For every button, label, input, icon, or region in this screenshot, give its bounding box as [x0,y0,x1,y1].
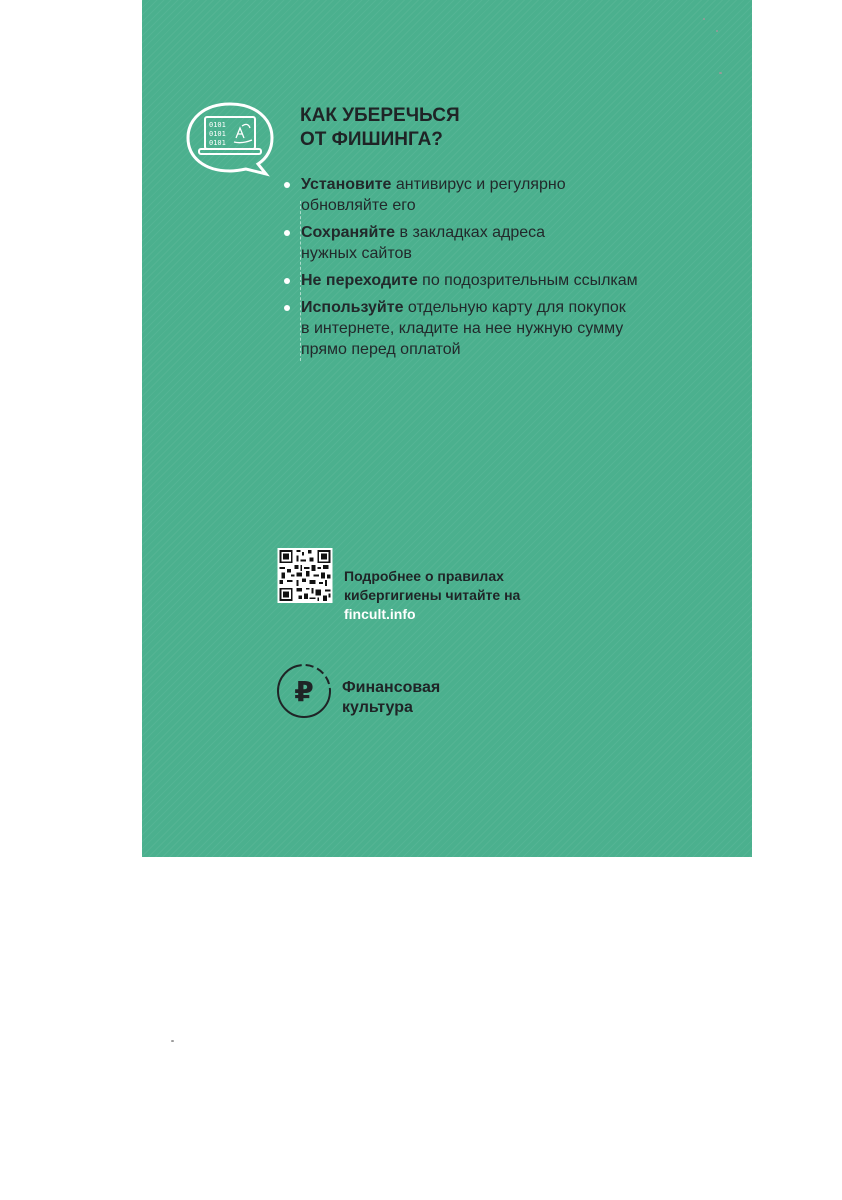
scan-speck [703,18,705,20]
binary-line-3: 0101 [209,139,226,147]
scan-speck [719,72,722,74]
binary-line-1: 0101 [209,121,226,129]
laptop-chat-bubble-icon [182,98,278,180]
tip-item-links [284,270,724,291]
tip-text-line2: нужных сайтов [301,245,412,262]
bullet-dot [284,305,290,311]
heading-line-1: КАК УБЕРЕЧЬСЯ [300,105,460,126]
phishing-leaflet-card [142,0,752,857]
tip-text-line2: обновляйте его [301,197,416,214]
tip-bold: Установите [301,176,392,193]
tip-text: в закладках адреса [395,224,546,241]
bullet-dot [284,182,290,188]
tip-bold: Не переходите [301,272,418,289]
tip-text: по подозрительным ссылкам [417,272,638,289]
bullet-dot [284,230,290,236]
brand-name [342,678,440,718]
tip-text: отдельную карту для покупок [403,299,626,316]
brand-line-1: Финансовая [342,679,441,696]
tip-text: антивирус и регулярно [391,176,566,193]
leaflet-heading [300,104,460,152]
more-info-line-1: Подробнее о правилах [344,568,504,584]
binary-line-2: 0101 [209,130,226,138]
more-info-text [344,567,520,624]
tips-list [284,174,724,366]
ruble-logo-icon [275,662,333,720]
more-info-line-2: кибергигиены читайте на [344,587,521,603]
fincult-link[interactable]: fincult.info [344,606,416,622]
tip-item-antivirus [284,174,724,216]
tip-text-line3: прямо перед оплатой [301,341,461,358]
tip-bold: Сохраняйте [301,224,396,241]
tip-item-separate-card [284,297,724,360]
brand-line-2: культура [342,699,413,716]
heading-line-2: ОТ ФИШИНГА? [300,129,443,150]
tip-text-line2: в интернете, кладите на нее нужную сумму [301,320,624,337]
bullet-dot [284,278,290,284]
ruble-symbol: ₽ [294,675,314,708]
scan-speck [171,1040,174,1042]
qr-code[interactable] [276,548,334,603]
scan-speck [716,30,718,32]
tip-item-bookmarks [284,222,724,264]
tip-bold: Используйте [301,299,404,316]
